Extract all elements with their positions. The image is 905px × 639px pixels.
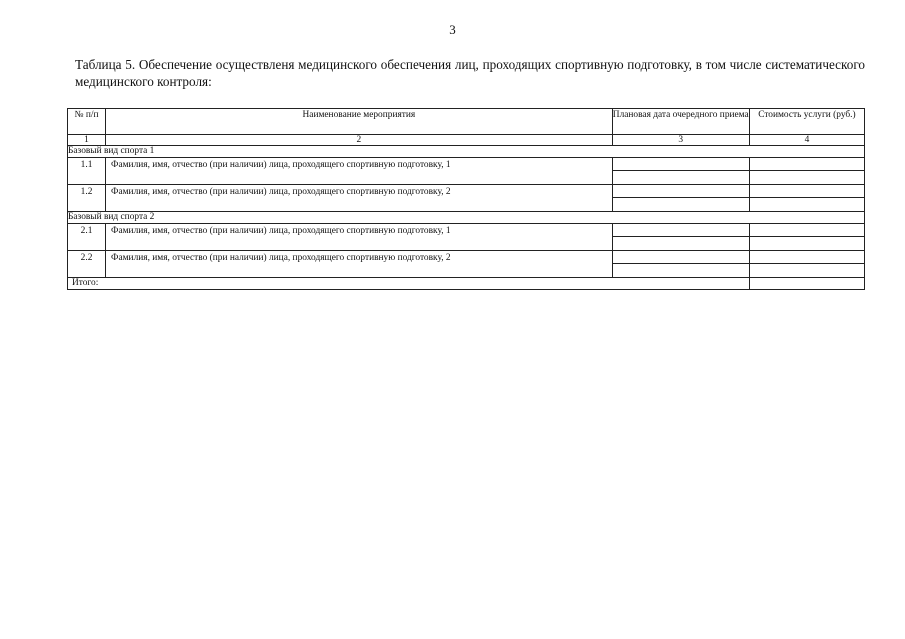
table-row	[68, 158, 865, 185]
group-row	[68, 146, 865, 158]
total-label: Итого:	[68, 278, 750, 290]
group-row	[68, 212, 865, 224]
service-cost-cell[interactable]	[749, 224, 864, 251]
column-number: 3	[612, 135, 749, 146]
row-number: 2.1	[68, 224, 106, 251]
planned-date-cell[interactable]	[612, 251, 749, 278]
total-cost-cell[interactable]	[749, 278, 864, 290]
row-number: 2.2	[68, 251, 106, 278]
total-row	[68, 278, 865, 290]
column-number-row	[68, 135, 865, 146]
row-number: 1.2	[68, 185, 106, 212]
row-name: Фамилия, имя, отчество (при наличии) лица, проходящего спортивную подготовку, 2	[106, 185, 613, 212]
table-row	[68, 185, 865, 212]
medical-support-table	[67, 108, 865, 290]
service-cost-cell[interactable]	[749, 185, 864, 212]
table-caption: Таблица 5. Обеспечение осуществленя медицинского обеспечения лиц, проходящих спортивную подготовку, в том числе систематического медицинского контроля:	[75, 57, 865, 89]
header-planned-date: Плановая дата очередного приема	[612, 109, 749, 135]
column-number: 4	[749, 135, 864, 146]
column-number: 2	[106, 135, 613, 146]
planned-date-cell[interactable]	[612, 158, 749, 185]
page-number: 3	[449, 22, 456, 37]
table-row	[68, 251, 865, 278]
row-number: 1.1	[68, 158, 106, 185]
service-cost-cell[interactable]	[749, 251, 864, 278]
group-title: Базовый вид спорта 2	[68, 212, 865, 224]
row-name: Фамилия, имя, отчество (при наличии) лица, проходящего спортивную подготовку, 2	[106, 251, 613, 278]
header-number: № п/п	[68, 109, 106, 135]
table-header-row	[68, 109, 865, 135]
row-name: Фамилия, имя, отчество (при наличии) лица, проходящего спортивную подготовку, 1	[106, 158, 613, 185]
header-service-cost: Стоимость услуги (руб.)	[749, 109, 864, 135]
planned-date-cell[interactable]	[612, 224, 749, 251]
service-cost-cell[interactable]	[749, 158, 864, 185]
table-row	[68, 224, 865, 251]
group-title: Базовый вид спорта 1	[68, 146, 865, 158]
column-number: 1	[68, 135, 106, 146]
row-name: Фамилия, имя, отчество (при наличии) лица, проходящего спортивную подготовку, 1	[106, 224, 613, 251]
planned-date-cell[interactable]	[612, 185, 749, 212]
header-event-name: Наименование мероприятия	[106, 109, 613, 135]
